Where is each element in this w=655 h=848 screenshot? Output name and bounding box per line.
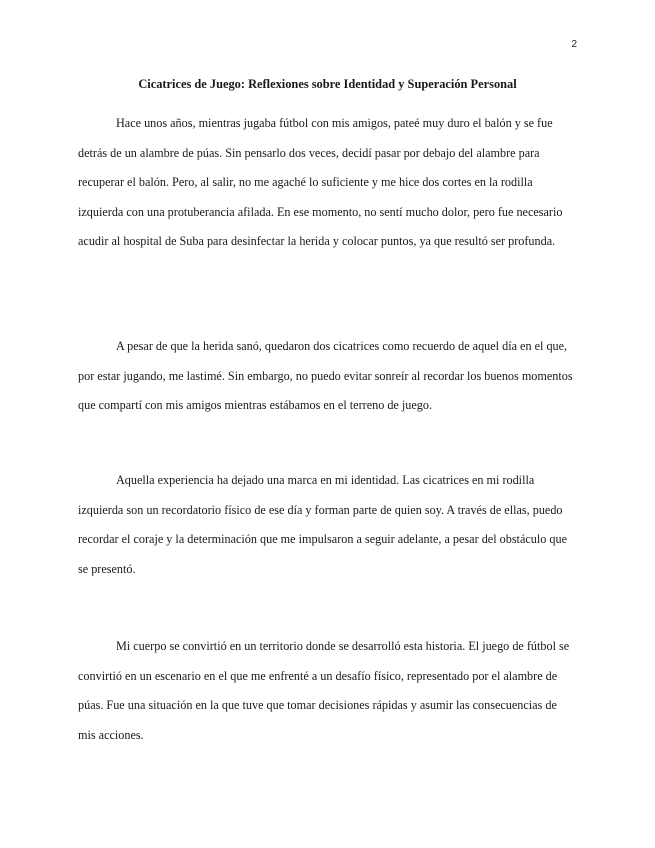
- document-title: Cicatrices de Juego: Reflexiones sobre Identidad y Superación Personal: [138, 77, 517, 91]
- paragraph-1: Hace unos años, mientras jugaba fútbol con mis amigos, pateé muy duro el balón y se fue detrás de un alambre de púas. Sin pensarlo dos veces, decidí pasar por debajo del alambre para recuperar el balón. Pero, al salir, no me agaché lo suficiente y me hice dos cortes en la rodilla izquierda con una protuberancia afilada. En ese momento, no sentí mucho dolor, pero fue necesario acudir al hospital de Suba para desinfectar la herida y colocar puntos, ya que resultó ser profunda.: [78, 116, 563, 249]
- paragraph-2: A pesar de que la herida sanó, quedaron dos cicatrices como recuerdo de aquel día en el que, por estar jugando, me lastimé. Sin embargo, no puedo evitar sonreír al recordar los buenos momentos que compartí con mis amigos mientras estábamos en el terreno de juego.: [78, 339, 573, 413]
- page-number: 2: [571, 39, 577, 50]
- paragraph-4: Mi cuerpo se convirtió en un territorio donde se desarrolló esta historia. El juego de fútbol se convirtió en un escenario en el que me enfrenté a un desafío físico, representado por el alambre de púas. Fue una situación en la que tuve que tomar decisiones rápidas y asumir las consecuencias de mis acciones.: [78, 639, 570, 742]
- paragraph-3: Aquella experiencia ha dejado una marca en mi identidad. Las cicatrices en mi rodilla izquierda son un recordatorio físico de ese día y forman parte de quien soy. A través de ellas, puedo recordar el coraje y la determinación que me impulsaron a seguir adelante, a pesar del obstáculo que se presentó.: [78, 473, 567, 576]
